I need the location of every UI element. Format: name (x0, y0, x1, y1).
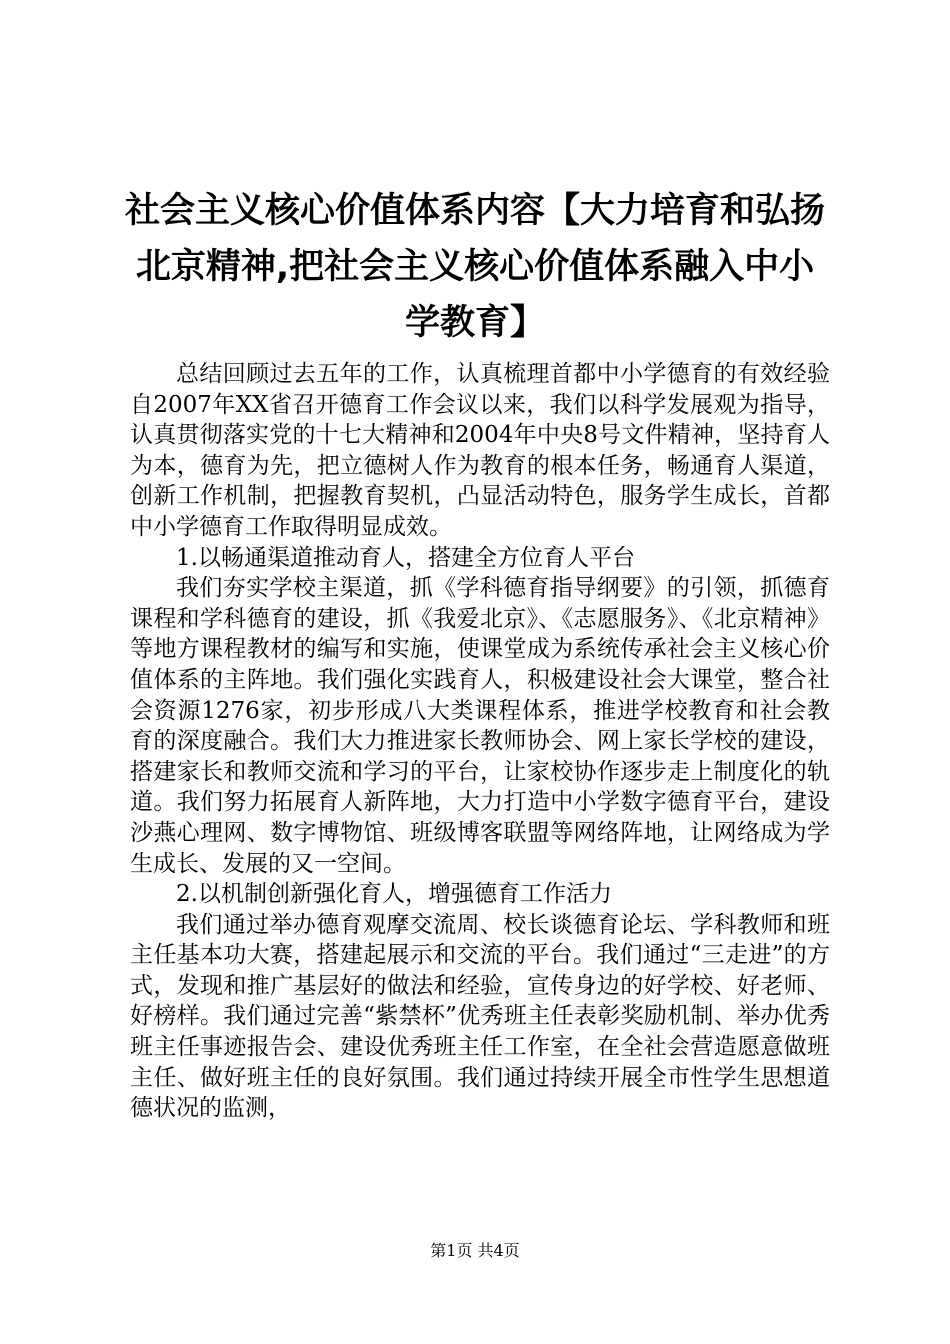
paragraph-intro: 总结回顾过去五年的工作，认真梳理首都中小学德育的有效经验自2007年XX省召开德育工作会议以来，我们以科学发展观为指导，认真贯彻落实党的十七大精神和2004年中央8号文件精神，坚持育人为本，德育为先，把立德树人作为教育的根本任务，畅通育人渠道，创新工作机制，把握教育契机，凸显活动特色，服务学生成长，首都中小学德育工作取得明显成效。 (130, 361, 830, 540)
paragraph-section-1: 我们夯实学校主渠道，抓《学科德育指导纲要》的引领，抓德育课程和学科德育的建设，抓《我爱北京》、《志愿服务》、《北京精神》等地方课程教材的编写和实施，使课堂成为系统传承社会主义核心价值体系的主阵地。我们强化实践育人，积极建设社会大课堂，整合社会资源1276家，初步形成八大类课程体系，推进学校教育和社会教育的深度融合。我们大力推进家长教师协会、网上家长学校的建设，搭建家长和教师交流和学习的平台，让家校协作逐步走上制度化的轨道。我们努力拓展育人新阵地，大力打造中小学数字德育平台，建设沙燕心理网、数字博物馆、班级博客联盟等网络阵地，让网络成为学生成长、发展的又一空间。 (130, 575, 830, 877)
paragraph-section-2: 我们通过举办德育观摩交流周、校长谈德育论坛、学科教师和班主任基本功大赛，搭建起展示和交流的平台。我们通过“三走进”的方式，发现和推广基层好的做法和经验，宣传身边的好学校、好老师、好榜样。我们通过完善“紫禁杯”优秀班主任表彰奖励机制、举办优秀班主任事迹报告会、建设优秀班主任工作室，在全社会营造愿意做班主任、做好班主任的良好氛围。我们通过持续开展全市性学生思想道德状况的监测， (130, 911, 830, 1122)
document-body (130, 359, 830, 1124)
document-title: 社会主义核心价值体系内容【大力培育和弘扬北京精神,把社会主义核心价值体系融入中小学教育】 (124, 191, 825, 343)
section-heading-2: 2.以机制创新强化育人，增强德育工作活力 (176, 881, 612, 908)
page-number-footer: 第1页 共4页 (430, 1241, 520, 1260)
section-heading-1: 1.以畅通渠道推动育人，搭建全方位育人平台 (176, 544, 635, 571)
